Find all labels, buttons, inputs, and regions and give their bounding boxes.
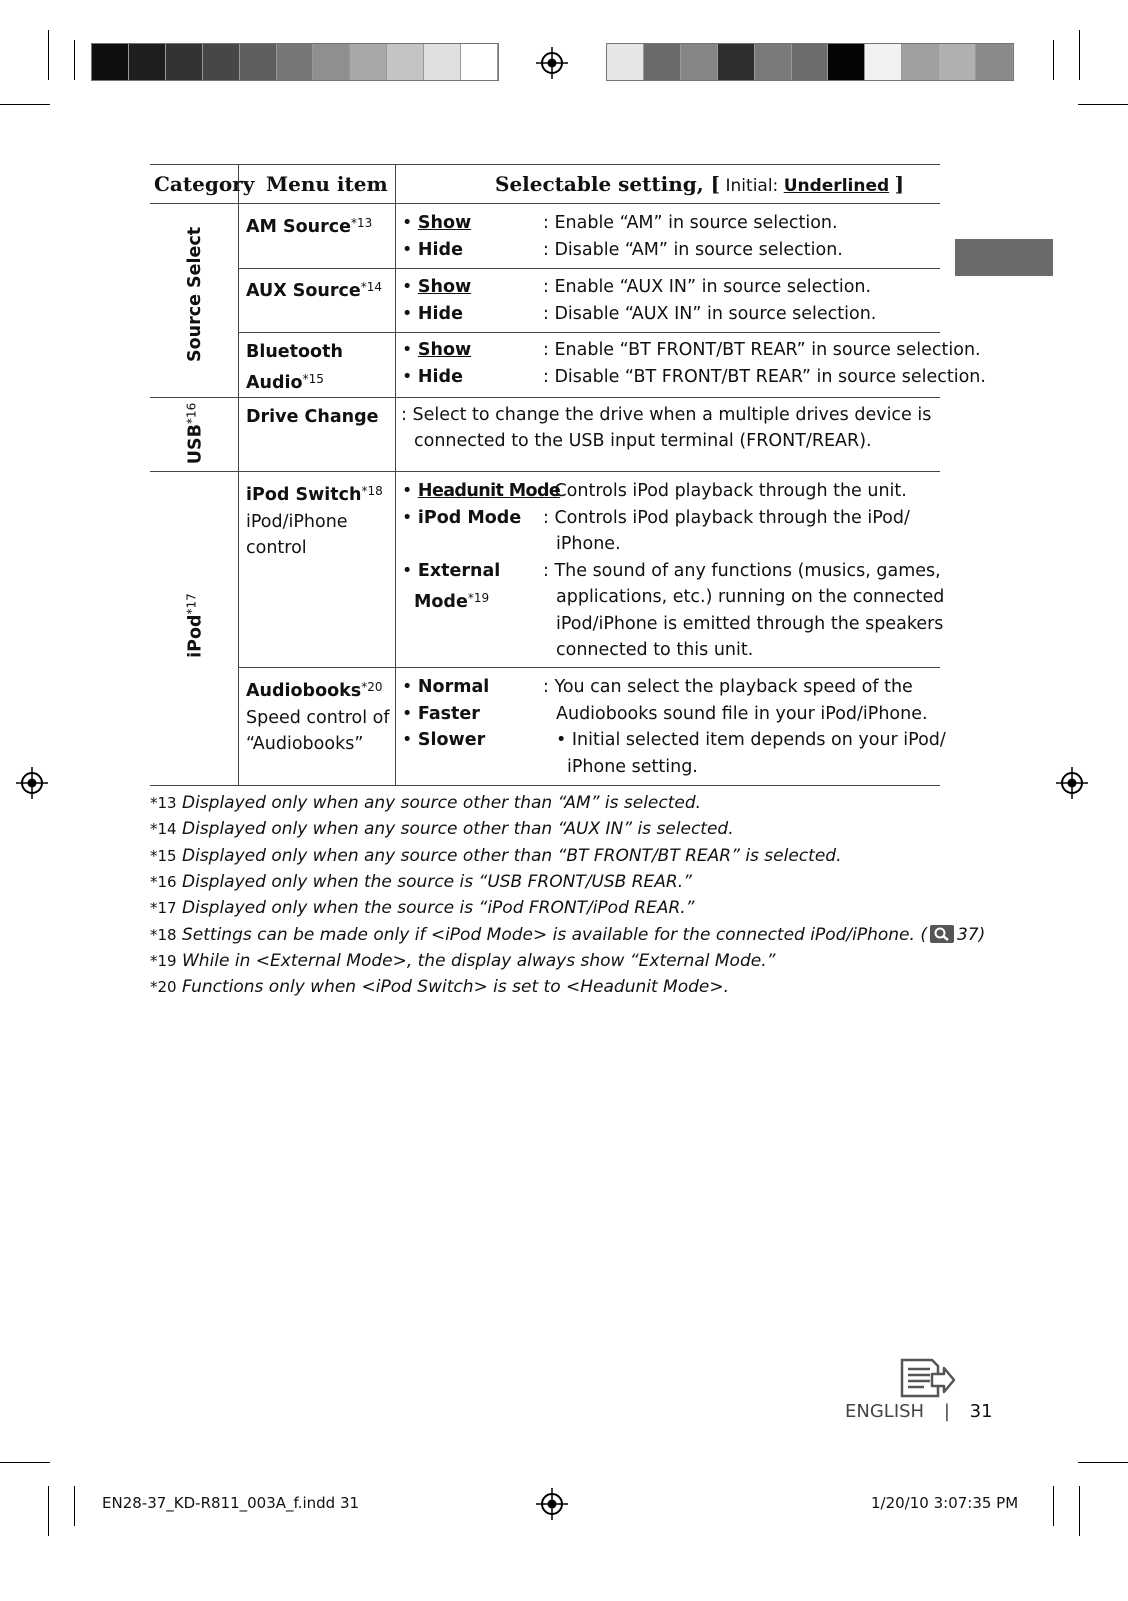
bullet: •: [402, 730, 413, 750]
desc-ipod-mode-1: : Controls iPod playback through the iPod/: [543, 508, 910, 528]
crop-mark: [1053, 1486, 1054, 1526]
desc-aux-hide: : Disable “AUX IN” in source selection.: [543, 304, 877, 324]
page-footer: [845, 1401, 993, 1422]
footnote-mark: *15: [150, 847, 177, 865]
option-label: Mode: [414, 591, 468, 612]
desc-bt-show: : Enable “BT FRONT/BT REAR” in source selection.: [543, 340, 981, 360]
registration-mark-icon: [1056, 767, 1088, 799]
option-label: Normal: [417, 677, 490, 697]
bullet: •: [402, 677, 413, 697]
menu-am-source-label: AM Source: [246, 217, 352, 237]
menu-ipod-switch-label: iPod Switch: [246, 485, 362, 505]
header-initial: Initial:: [725, 176, 779, 196]
table-rule-header: [150, 203, 940, 204]
desc-audiobooks-2: Audiobooks sound file in your iPod/iPhone.: [556, 704, 928, 724]
crop-mark: [1079, 1486, 1080, 1536]
menu-bluetooth-audio: [246, 339, 343, 396]
page-number: 31: [969, 1401, 993, 1422]
crop-mark: [48, 30, 49, 80]
document-arrow-icon: [898, 1356, 956, 1400]
option-label: Show: [417, 213, 472, 233]
bullet: •: [402, 240, 413, 260]
category-source-select: Source Select: [185, 226, 205, 362]
desc-external-mode-4: connected to this unit.: [556, 640, 754, 660]
footnote: [150, 898, 694, 918]
table-col-rule: [395, 164, 396, 785]
menu-audiobooks: [246, 674, 390, 758]
category-ipod: [185, 586, 206, 666]
bullet: •: [402, 481, 413, 501]
menu-ipod-switch-sub: iPod/iPhone: [246, 511, 348, 532]
header-selectable-setting: [495, 172, 904, 196]
footnote-mark: *19: [150, 952, 177, 970]
desc-external-mode-1: : The sound of any functions (musics, games,: [543, 561, 941, 581]
category-usb-ref: *16: [184, 402, 199, 425]
footnote-page-ref: 37): [956, 925, 986, 945]
option-label: Slower: [417, 730, 486, 750]
option-label: Faster: [417, 704, 480, 724]
desc-am-hide: : Disable “AM” in source selection.: [543, 240, 843, 260]
bullet: •: [402, 367, 413, 387]
gray-scale-bar-left: [91, 43, 499, 81]
desc-ipod-mode-2: iPhone.: [556, 534, 621, 554]
footnote-text: While in <External Mode>, the display always show “External Mode.”: [182, 951, 776, 971]
footnote-mark: *14: [150, 820, 177, 838]
footnote: [150, 819, 734, 839]
footnote: [150, 793, 701, 813]
footnote-mark: *17: [150, 899, 177, 917]
crop-mark: [0, 1462, 50, 1463]
print-slug-timestamp: 1/20/10 3:07:35 PM: [871, 1494, 1019, 1512]
language-tab: [955, 239, 1053, 276]
footnote: [150, 977, 729, 997]
footnote-text: Settings can be made only if <iPod Mode> is available for the connected iPod/iPhone. (: [182, 925, 927, 945]
menu-ipod-switch-ref: *18: [361, 484, 383, 498]
menu-audio-label: Audio: [246, 372, 303, 393]
footnote-text: Displayed only when any source other than “BT FRONT/BT REAR” is selected.: [182, 846, 842, 866]
crop-mark: [1078, 104, 1128, 105]
menu-bluetooth-label: Bluetooth: [246, 342, 343, 362]
option-faster: [402, 701, 480, 728]
option-aux-hide: [402, 301, 463, 328]
category-usb-label: USB: [185, 424, 206, 465]
footnote-mark: *13: [150, 794, 177, 812]
crop-mark: [48, 1486, 49, 1536]
menu-aux-source-label: AUX Source: [246, 281, 361, 301]
bullet: •: [402, 508, 413, 528]
desc-drive-change-2: connected to the USB input terminal (FRONT/REAR).: [414, 431, 872, 451]
option-ipod-mode: [402, 505, 521, 532]
desc-external-mode-3: iPod/iPhone is emitted through the speakers: [556, 614, 944, 634]
option-bt-show: [402, 337, 471, 364]
desc-am-show: : Enable “AM” in source selection.: [543, 213, 838, 233]
desc-audiobooks-3: • Initial selected item depends on your iPod/: [556, 730, 946, 750]
table-rule: [239, 667, 940, 668]
registration-mark-icon: [536, 47, 568, 79]
table-rule-bottom: [150, 785, 940, 786]
table-rule: [150, 397, 940, 398]
footnote: [150, 925, 985, 945]
menu-am-source-ref: *13: [351, 216, 373, 230]
footnote-mark: *20: [150, 978, 177, 996]
category-ipod-label: iPod: [185, 614, 206, 658]
option-slower: [402, 727, 485, 754]
option-label: Hide: [417, 240, 463, 260]
bullet: •: [402, 704, 413, 724]
footnote: [150, 846, 841, 866]
footnote: [150, 872, 692, 892]
menu-audiobooks-sub: “Audiobooks”: [246, 734, 364, 754]
menu-audiobooks-label: Audiobooks: [246, 681, 362, 701]
menu-bluetooth-ref: *15: [302, 371, 324, 386]
menu-am-source: [246, 210, 372, 241]
option-am-hide: [402, 237, 463, 264]
desc-audiobooks-1: : You can select the playback speed of the: [543, 677, 913, 697]
category-usb: [185, 394, 206, 474]
desc-audiobooks-4: iPhone setting.: [567, 757, 698, 777]
desc-bt-hide: : Disable “BT FRONT/BT REAR” in source selection.: [543, 367, 986, 387]
option-am-show: [402, 210, 471, 237]
option-headunit-mode: [402, 478, 560, 505]
option-label: iPod Mode: [417, 508, 522, 528]
bullet: •: [402, 561, 413, 581]
crop-mark: [1053, 40, 1054, 80]
bullet: •: [402, 213, 413, 233]
crop-mark: [1078, 1462, 1128, 1463]
footnote-mark: *16: [150, 873, 177, 891]
option-label: Hide: [417, 367, 463, 387]
option-external-mode-ref: *19: [467, 590, 490, 605]
menu-ipod-switch: [246, 478, 383, 562]
option-aux-show: [402, 274, 471, 301]
footnote: [150, 951, 775, 971]
menu-ipod-switch-sub: control: [246, 538, 307, 558]
crop-mark: [0, 104, 50, 105]
bullet: •: [402, 304, 413, 324]
bullet: •: [402, 277, 413, 297]
option-label: External: [417, 561, 501, 581]
footnote-text: Displayed only when the source is “USB FRONT/USB REAR.”: [182, 872, 692, 892]
option-label: Show: [417, 277, 472, 297]
header-underlined: Underlined: [783, 176, 890, 196]
table-rule: [239, 332, 940, 333]
desc-aux-show: : Enable “AUX IN” in source selection.: [543, 277, 872, 297]
footer-separator: |: [943, 1401, 950, 1422]
print-slug-file: EN28-37_KD-R811_003A_f.indd 31: [102, 1494, 360, 1512]
desc-external-mode-2: applications, etc.) running on the connected: [556, 587, 945, 607]
footnote-mark: *18: [150, 926, 177, 944]
header-close: ]: [894, 172, 905, 196]
option-external-mode: [402, 558, 500, 615]
option-label: Headunit Mode: [417, 481, 561, 501]
menu-aux-source-ref: *14: [360, 280, 383, 294]
footnote-text: Displayed only when any source other than “AUX IN” is selected.: [182, 819, 734, 839]
menu-aux-source: [246, 274, 382, 305]
option-normal: [402, 674, 489, 701]
desc-drive-change-1: : Select to change the drive when a multiple drives device is: [401, 405, 932, 425]
table-rule: [239, 268, 940, 269]
option-label: Hide: [417, 304, 463, 324]
desc-headunit-mode: : Controls iPod playback through the unit.: [543, 481, 907, 501]
magnifier-icon: [930, 925, 954, 943]
menu-audiobooks-ref: *20: [361, 680, 383, 694]
header-selectable-label: Selectable setting, [: [495, 172, 721, 196]
table-rule-top: [150, 164, 940, 165]
table-col-rule: [238, 164, 239, 785]
header-menu-item: Menu item: [266, 172, 388, 196]
option-label: Show: [417, 340, 472, 360]
crop-mark: [1079, 30, 1080, 80]
footnote-text: Displayed only when any source other than “AM” is selected.: [182, 793, 702, 813]
crop-mark: [74, 1486, 75, 1526]
menu-audiobooks-sub: Speed control of: [246, 707, 390, 728]
bullet: •: [402, 340, 413, 360]
language-label: ENGLISH: [845, 1401, 925, 1422]
table-rule: [150, 471, 940, 472]
registration-mark-icon: [16, 767, 48, 799]
crop-mark: [74, 40, 75, 80]
header-category: Category: [154, 172, 255, 196]
footnote-text: Displayed only when the source is “iPod FRONT/iPod REAR.”: [182, 898, 695, 918]
option-bt-hide: [402, 364, 463, 391]
category-ipod-ref: *17: [184, 593, 199, 615]
footnote-text: Functions only when <iPod Switch> is set to <Headunit Mode>.: [182, 977, 729, 997]
gray-scale-bar-right: [606, 43, 1014, 81]
registration-mark-icon: [536, 1488, 568, 1520]
menu-drive-change: Drive Change: [246, 407, 379, 427]
